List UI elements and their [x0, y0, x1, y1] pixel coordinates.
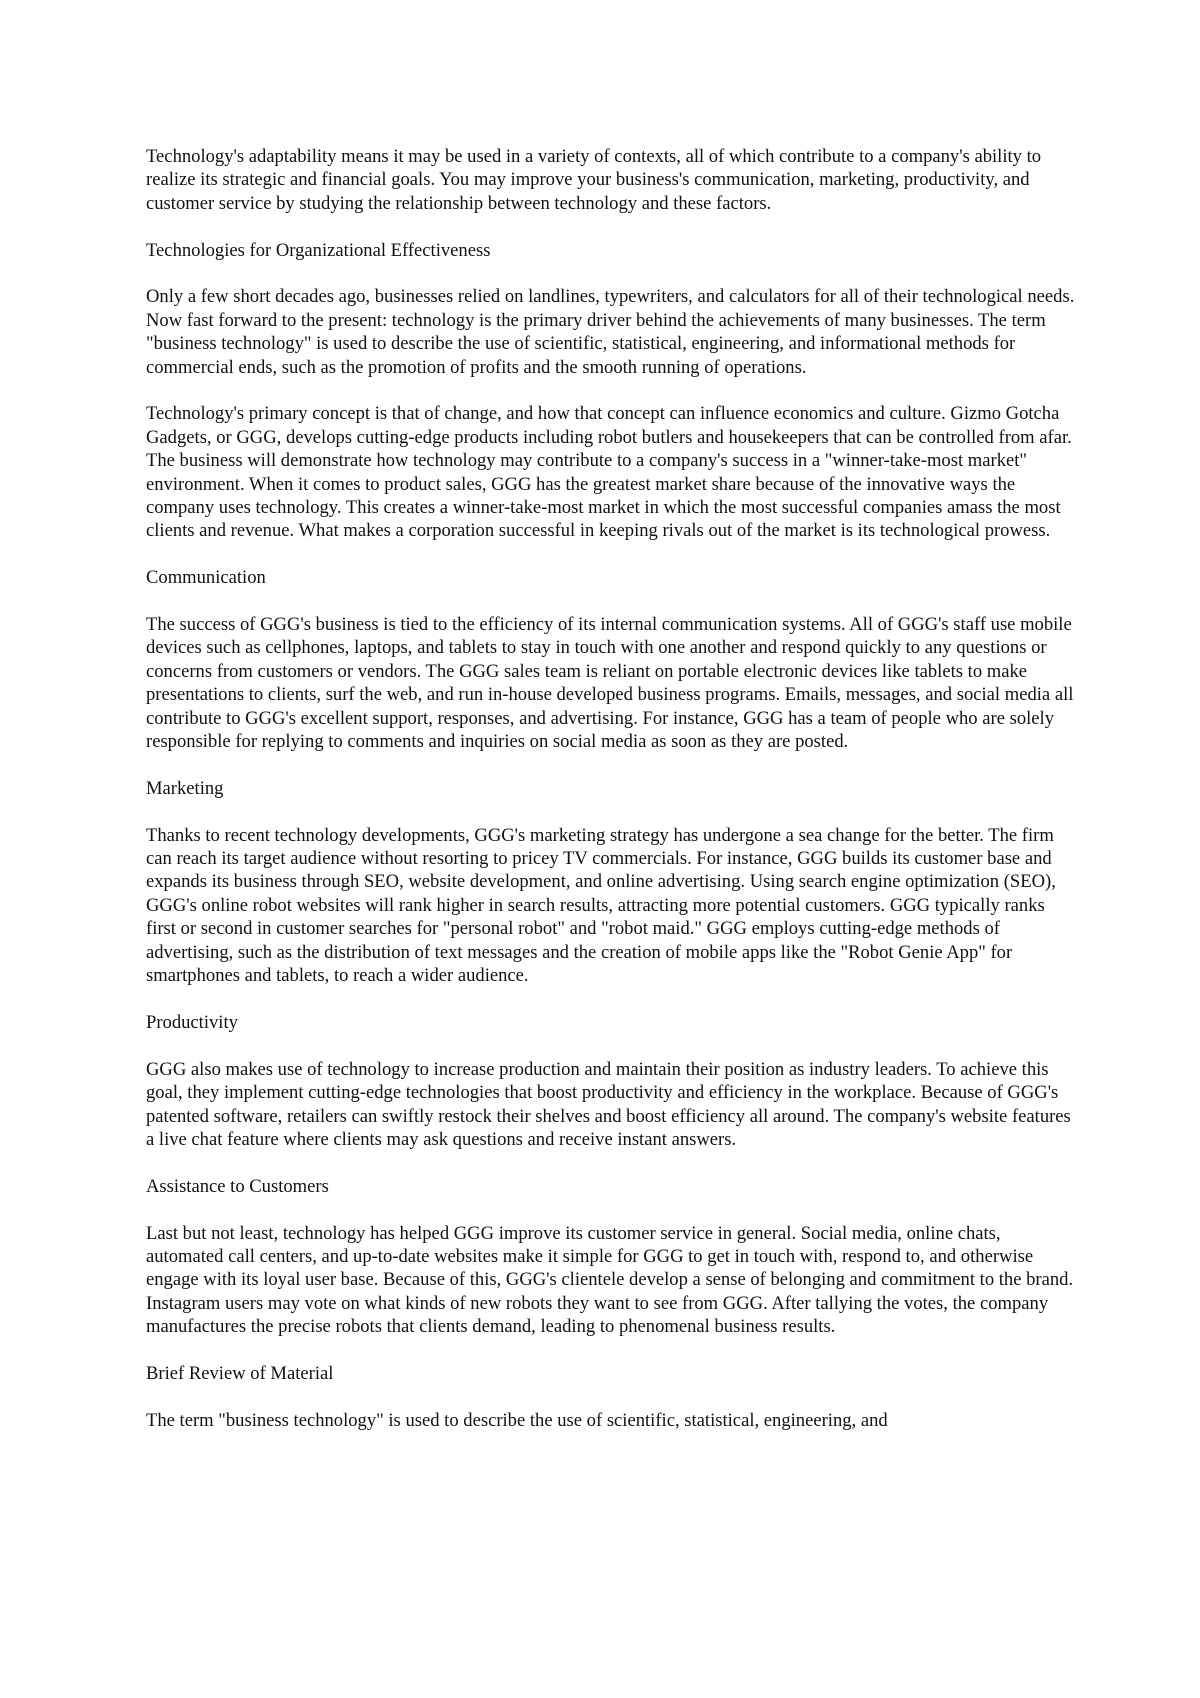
section-heading-organizational-effectiveness: Technologies for Organizational Effectiveness	[146, 239, 491, 261]
paragraph-ggg-overview: Technology's primary concept is that of change, and how that concept can influence economics and culture. Gizmo Gotcha Gadgets, or GGG, develops cutting-edge products including robot butlers and housekeepers that can be controlled from afar. The business will demonstrate how technology may contribute to a company's success in a "winner-take-most market" environment. When it comes to product sales, GGG has the greatest market share because of the innovative ways the company uses technology. This creates a winner-take-most market in which the most successful companies amass the most clients and revenue. What makes a corporation successful in keeping rivals out of the market is its technological prowess.	[146, 403, 1072, 542]
paragraph-communication: The success of GGG's business is tied to the efficiency of its internal communication systems. All of GGG's staff use mobile devices such as cellphones, laptops, and tablets to stay in touch with one another and respond quickly to any questions or concerns from customers or vendors. The GGG sales team is reliant on portable electronic devices like tablets to make presentations to clients, surf the web, and run in-house developed business programs. Emails, messages, and social media all contribute to GGG's excellent support, responses, and advertising. For instance, GGG has a team of people who are solely responsible for replying to comments and inquiries on social media as soon as they are posted.	[146, 614, 1074, 753]
section-heading-productivity: Productivity	[146, 1011, 238, 1033]
paragraph-productivity: GGG also makes use of technology to increase production and maintain their position as industry leaders. To achieve this goal, they implement cutting-edge technologies that boost productivity and efficiency in the workplace. Because of GGG's patented software, retailers can swiftly restock their shelves and boost efficiency all around. The company's website features a live chat feature where clients may ask questions and receive instant answers.	[146, 1058, 1071, 1150]
intro-paragraph: Technology's adaptability means it may be used in a variety of contexts, all of which contribute to a company's ability to realize its strategic and financial goals. You may improve your business's communication, marketing, productivity, and customer service by studying the relationship between technology and these factors.	[146, 146, 1042, 214]
paragraph-customer-assistance: Last but not least, technology has helped GGG improve its customer service in general. Social media, online chats, automated call centers, and up-to-date websites make it simple for GGG to get in touch with, respond to, and otherwise engage with its loyal user base. Because of this, GGG's clientele develop a sense of belonging and commitment to the brand. Instagram users may vote on what kinds of new robots they want to see from GGG. After tallying the votes, the company manufactures the precise robots that clients demand, leading to phenomenal business results.	[146, 1222, 1074, 1338]
section-heading-brief-review: Brief Review of Material	[146, 1362, 334, 1384]
section-heading-communication: Communication	[146, 567, 266, 589]
section-heading-marketing: Marketing	[146, 777, 224, 799]
paragraph-brief-review: The term "business technology" is used to describe the use of scientific, statistical, engineering, and	[146, 1409, 888, 1431]
paragraph-business-technology-definition: Only a few short decades ago, businesses relied on landlines, typewriters, and calculators for all of their technological needs. Now fast forward to the present: technology is the primary driver behind the achievements of many businesses. The term "business technology" is used to describe the use of scientific, statistical, engineering, and informational methods for commercial ends, such as the promotion of profits and the smooth running of operations.	[146, 286, 1075, 378]
section-heading-customer-assistance: Assistance to Customers	[146, 1175, 329, 1197]
paragraph-marketing: Thanks to recent technology developments, GGG's marketing strategy has undergone a sea change for the better. The firm can reach its target audience without resorting to pricey TV commercials. For instance, GGG builds its customer base and expands its business through SEO, website development, and online advertising. Using search engine optimization (SEO), GGG's online robot websites will rank higher in search results, attracting more potential customers. GGG typically ranks first or second in customer searches for "personal robot" and "robot maid." GGG employs cutting-edge methods of advertising, such as the distribution of text messages and the creation of mobile apps like the "Robot Genie App" for smartphones and tablets, to reach a wider audience.	[146, 824, 1056, 987]
document-page	[146, 145, 1076, 1456]
